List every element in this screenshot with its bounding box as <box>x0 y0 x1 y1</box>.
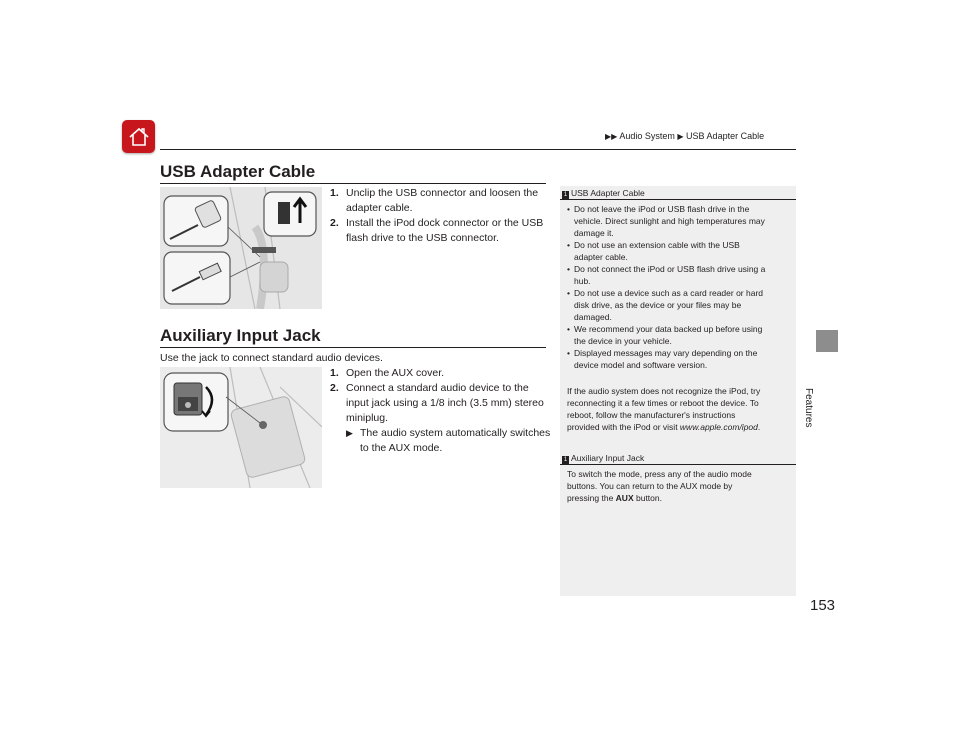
step-number: 1. <box>330 367 339 379</box>
aux-substep <box>346 426 552 456</box>
step-text-line: input jack using a 1/8 inch (3.5 mm) stereo <box>346 397 544 409</box>
note-line: device model and software version. <box>574 360 708 370</box>
breadcrumb-item-audio-system[interactable]: Audio System <box>619 131 675 141</box>
note-bullet <box>567 203 793 239</box>
note-line: Do not connect the iPod or USB flash drive using a <box>574 264 766 274</box>
aux-note-rule <box>560 464 796 465</box>
usb-section-heading: USB Adapter Cable <box>160 162 316 181</box>
home-icon <box>127 126 151 148</box>
usb-note-title-text: USB Adapter Cable <box>571 188 645 198</box>
note-line: damaged. <box>574 312 612 322</box>
note-line: reboot, follow the manufacturer's instructions <box>567 410 736 420</box>
note-line: To switch the mode, press any of the audio mode <box>567 469 752 479</box>
bullet-dot-icon: • <box>567 348 570 358</box>
breadcrumb <box>605 131 764 141</box>
note-line: reconnecting it a few times or reboot the device. To <box>567 398 759 408</box>
section-label[interactable]: Features <box>803 388 814 428</box>
note-line: Do not leave the iPod or USB flash drive in the <box>574 204 750 214</box>
aux-step-1 <box>330 366 552 381</box>
substep-text-line: The audio system automatically switches <box>360 427 551 439</box>
aux-note-title <box>562 453 644 464</box>
aux-step-2 <box>330 381 552 426</box>
note-line: buttons. You can return to the AUX mode by <box>567 481 733 491</box>
note-line: adapter cable. <box>574 252 628 262</box>
note-line <box>567 421 793 433</box>
bullet-dot-icon: • <box>567 240 570 250</box>
apple-ipod-link[interactable]: www.apple.com/ipod <box>679 422 758 432</box>
aux-intro-text: Use the jack to connect standard audio devices. <box>160 352 383 364</box>
note-line: Do not use a device such as a card reader or hard <box>574 288 763 298</box>
note-line: Do not use an extension cable with the USB <box>574 240 740 250</box>
bullet-dot-icon: • <box>567 324 570 334</box>
page-number: 153 <box>810 597 836 614</box>
step-text-line: Install the iPod dock connector or the USB <box>346 217 544 229</box>
home-button[interactable] <box>122 120 155 153</box>
note-line: disk drive, as the device or your files may be <box>574 300 742 310</box>
bullet-dot-icon: • <box>567 264 570 274</box>
note-text: provided with the iPod or visit <box>567 422 680 432</box>
note-line <box>567 492 793 504</box>
step-text-line: Open the AUX cover. <box>346 367 445 379</box>
note-marker-icon: 1 <box>563 192 568 198</box>
note-line: hub. <box>574 276 591 286</box>
usb-step-1 <box>330 186 550 216</box>
step-text-line: miniplug. <box>346 412 389 424</box>
step-text-line: Unclip the USB connector and loosen the <box>346 187 539 199</box>
aux-button-name: AUX <box>615 493 634 503</box>
breadcrumb-arrow-icon: ▶▶ <box>605 132 618 141</box>
note-line: We recommend your data backed up before using <box>574 324 763 334</box>
header-divider <box>160 149 796 150</box>
note-bullet <box>567 263 793 287</box>
step-text-line: Connect a standard audio device to the <box>346 382 529 394</box>
note-bullet <box>567 323 793 347</box>
usb-note-body <box>567 203 793 371</box>
usb-steps <box>330 186 550 246</box>
usb-note-title <box>562 188 645 199</box>
step-text-line: adapter cable. <box>346 202 413 214</box>
note-bullet <box>567 347 793 371</box>
note-line: vehicle. Direct sunlight and high temperatures may <box>574 216 765 226</box>
step-number: 1. <box>330 187 339 199</box>
step-text-line: flash drive to the USB connector. <box>346 232 499 244</box>
usb-step-2 <box>330 216 550 246</box>
usb-cable-illustration <box>160 187 322 309</box>
aux-note-body <box>567 468 793 504</box>
note-line: Displayed messages may vary depending on the <box>574 348 758 358</box>
bullet-dot-icon: • <box>567 204 570 214</box>
aux-steps <box>330 366 552 456</box>
usb-note-paragraph <box>567 385 793 433</box>
step-number: 2. <box>330 382 339 394</box>
note-marker-icon: 1 <box>563 457 568 463</box>
usb-heading-rule <box>160 183 546 184</box>
note-text: pressing the <box>567 493 616 503</box>
note-text: button. <box>633 493 662 503</box>
note-line: damage it. <box>574 228 614 238</box>
note-bullet <box>567 287 793 323</box>
breadcrumb-item-usb-adapter-cable[interactable]: USB Adapter Cable <box>686 131 765 141</box>
aux-heading-rule <box>160 347 546 348</box>
bullet-dot-icon: • <box>567 288 570 298</box>
aux-section-heading: Auxiliary Input Jack <box>160 326 321 345</box>
note-line: the device in your vehicle. <box>574 336 672 346</box>
note-bullet <box>567 239 793 263</box>
breadcrumb-arrow-icon: ▶ <box>677 132 684 141</box>
section-tab-marker <box>816 330 838 352</box>
note-line: If the audio system does not recognize the iPod, try <box>567 386 761 396</box>
substep-text-line: to the AUX mode. <box>360 442 443 454</box>
usb-note-rule <box>560 199 796 200</box>
aux-jack-illustration <box>160 367 322 488</box>
note-text: . <box>757 422 761 432</box>
step-number: 2. <box>330 217 339 229</box>
result-arrow-icon: ▶ <box>346 428 353 438</box>
aux-note-title-text: Auxiliary Input Jack <box>571 453 645 463</box>
